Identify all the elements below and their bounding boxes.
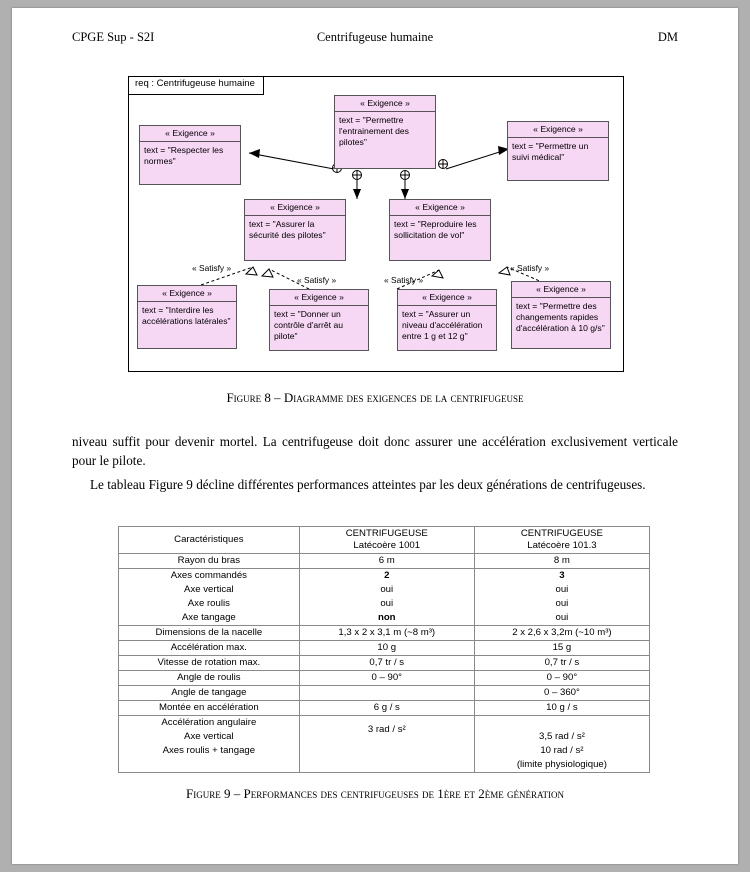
row-value-1: [299, 686, 474, 701]
satisfy-label-2: « Satisfy »: [297, 275, 337, 285]
paragraph-2: Le tableau Figure 9 décline différentes performances atteintes par les deux générations de centrifugeuses.: [90, 477, 646, 492]
requirement-box-bottom-3: [397, 289, 497, 351]
table-row: [119, 758, 650, 773]
requirement-stereotype: « Exigence »: [398, 290, 496, 306]
row-label: Angle de roulis: [119, 671, 300, 686]
row-value-2: (limite physiologique): [474, 758, 649, 773]
table-row: [119, 744, 650, 758]
row-label: [119, 758, 300, 773]
row-value-2: oui: [474, 611, 649, 626]
header-centrifuge-2-line1: CENTRIFUGEUSE: [520, 528, 603, 539]
figure-8-caption: Figure 8 – Diagramme des exigences de la centrifugeuse: [226, 390, 524, 405]
paragraph-1: niveau suffit pour devenir mortel. La centrifugeuse doit donc assurer une accélération exclusivement verticale pour le pilote.: [72, 434, 678, 468]
requirement-box-left: [139, 125, 241, 185]
row-value-1: [299, 758, 474, 773]
requirement-box-top: [334, 95, 436, 169]
table-row: [119, 597, 650, 611]
requirement-stereotype: « Exigence »: [512, 282, 610, 298]
requirement-stereotype: « Exigence »: [140, 126, 240, 142]
row-value-1: 10 g: [299, 641, 474, 656]
document-page: [12, 8, 738, 864]
row-value-2: 0 – 90°: [474, 671, 649, 686]
header-centrifuge-1-line2: Latécoère 1001: [353, 540, 421, 551]
requirement-text: text = "Permettre un suivi médical": [512, 141, 589, 162]
requirement-stereotype: « Exigence »: [138, 286, 236, 302]
performance-table: [118, 526, 650, 773]
requirement-text: text = "Donner un contrôle d'arrêt au pilote": [274, 309, 343, 341]
row-value-2: 10 rad / s²: [474, 744, 649, 758]
header-right: DM: [657, 30, 678, 44]
header-characteristics: Caractéristiques: [119, 527, 300, 554]
row-value-2: [474, 716, 649, 731]
table-row: [119, 626, 650, 641]
table-row: [119, 641, 650, 656]
table-row: [119, 701, 650, 716]
requirements-diagram: [128, 76, 624, 372]
requirement-text: text = "Interdire les accélérations latérales": [142, 305, 231, 326]
table-header-row: [119, 527, 650, 554]
requirement-stereotype: « Exigence »: [508, 122, 608, 138]
row-label: Accélération max.: [119, 641, 300, 656]
requirement-text: text = "Permettre l'entrainement des pilotes": [339, 115, 409, 147]
table-row: [119, 656, 650, 671]
row-value-1: 1,3 x 2 x 3,1 m (~8 m³): [299, 626, 474, 641]
row-label: Axes roulis + tangage: [119, 744, 300, 758]
row-value-1: 2: [299, 569, 474, 584]
satisfy-label-1: « Satisfy »: [192, 263, 232, 273]
row-label: Vitesse de rotation max.: [119, 656, 300, 671]
requirement-box-mid-left: [244, 199, 346, 261]
row-value-2: 15 g: [474, 641, 649, 656]
table-row: [119, 554, 650, 569]
requirement-box-bottom-2: [269, 289, 369, 351]
satisfy-label-4: « Satisfy »: [510, 263, 550, 273]
row-value-2: oui: [474, 583, 649, 597]
table-row: [119, 569, 650, 584]
satisfy-label-3: « Satisfy »: [384, 275, 424, 285]
requirement-stereotype: « Exigence »: [390, 200, 490, 216]
row-label: Rayon du bras: [119, 554, 300, 569]
diagram-frame-title: req : Centrifugeuse humaine: [129, 77, 264, 95]
row-value-1: oui: [299, 597, 474, 611]
row-value-1: 0 – 90°: [299, 671, 474, 686]
row-value-1: 3 rad / s²: [299, 716, 474, 745]
row-label: Axes commandés: [119, 569, 300, 584]
row-value-1: non: [299, 611, 474, 626]
requirement-stereotype: « Exigence »: [270, 290, 368, 306]
row-label: Montée en accélération: [119, 701, 300, 716]
header-center: Centrifugeuse humaine: [316, 30, 434, 44]
requirement-stereotype: « Exigence »: [335, 96, 435, 112]
requirement-box-mid-right: [389, 199, 491, 261]
header-centrifuge-2: [474, 527, 649, 554]
row-label: Dimensions de la nacelle: [119, 626, 300, 641]
requirement-text: text = "Assurer la sécurité des pilotes": [249, 219, 326, 240]
requirement-box-bottom-1: [137, 285, 237, 349]
row-label: Axe tangage: [119, 611, 300, 626]
header-centrifuge-2-line2: Latécoère 101.3: [527, 540, 597, 551]
row-label: Axe roulis: [119, 597, 300, 611]
row-value-2: oui: [474, 597, 649, 611]
header-centrifuge-1: [299, 527, 474, 554]
requirement-text: text = "Assurer un niveau d'accélération entre 1 g et 12 g": [402, 309, 483, 341]
requirement-box-bottom-4: [511, 281, 611, 349]
row-label: Angle de tangage: [119, 686, 300, 701]
requirement-stereotype: « Exigence »: [245, 200, 345, 216]
row-value-2: 10 g / s: [474, 701, 649, 716]
row-value-2: 8 m: [474, 554, 649, 569]
table-row: [119, 671, 650, 686]
row-value-1: 6 g / s: [299, 701, 474, 716]
requirement-text: text = "Permettre des changements rapides d'accélération à 10 g/s": [516, 301, 605, 333]
requirement-text: text = "Reproduire les sollicitation de vol": [394, 219, 477, 240]
header-centrifuge-1-line1: CENTRIFUGEUSE: [345, 528, 428, 539]
row-value-1: oui: [299, 583, 474, 597]
row-value-2: 0,7 tr / s: [474, 656, 649, 671]
table-row: [119, 611, 650, 626]
row-label: Axe vertical: [119, 583, 300, 597]
row-label: Axe vertical: [119, 730, 300, 744]
row-label: Accélération angulaire: [119, 716, 300, 731]
header-left: CPGE Sup - S2I: [72, 30, 155, 44]
table-row: [119, 583, 650, 597]
row-value-1: [299, 744, 474, 758]
table-row: [119, 686, 650, 701]
table-row: [119, 716, 650, 731]
requirement-box-right: [507, 121, 609, 181]
requirement-text: text = "Respecter les normes": [144, 145, 224, 166]
figure-9-caption: Figure 9 – Performances des centrifugeuses de 1ère et 2ème génération: [186, 786, 564, 801]
row-value-2: 2 x 2,6 x 3,2m (~10 m³): [474, 626, 649, 641]
row-value-2: 3: [474, 569, 649, 584]
row-value-1: 6 m: [299, 554, 474, 569]
row-value-2: 3,5 rad / s²: [474, 730, 649, 744]
row-value-1: 0,7 tr / s: [299, 656, 474, 671]
row-value-2: 0 – 360°: [474, 686, 649, 701]
page-header: [72, 30, 678, 48]
